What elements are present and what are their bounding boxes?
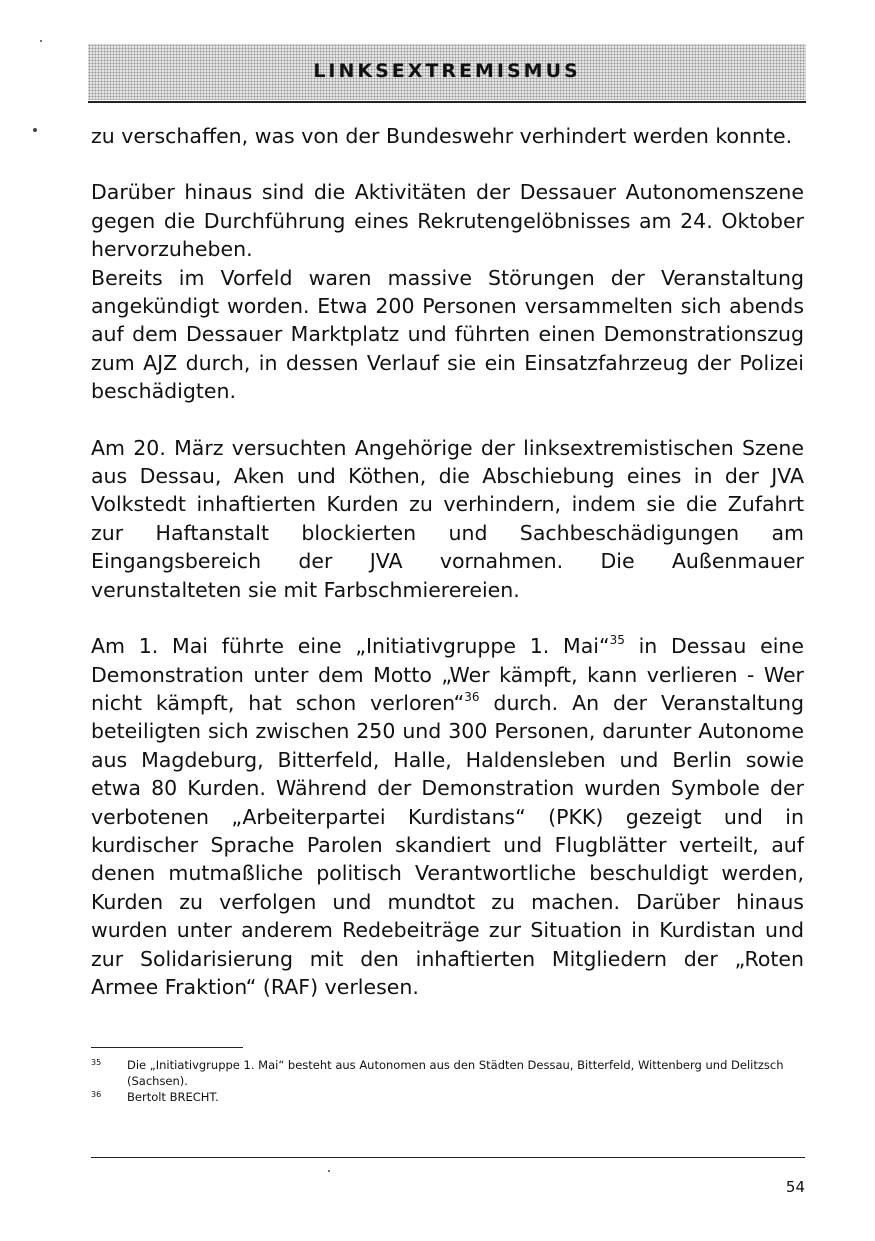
- footnote-number: 36: [91, 1090, 102, 1099]
- paragraph-1: zu verschaffen, was von der Bundeswehr verhindert werden konnte.: [91, 124, 793, 148]
- page-number: 54: [785, 1178, 805, 1196]
- paragraph-4: Am 20. März versuchten Angehörige der linksextremistischen Szene aus Dessau, Aken und Köthen, die Abschiebung eines in der JVA Volkstedt inhaftierten Kurden zu verhindern, indem sie die Zufahrt zur Haftanstalt blockierten und Sachbeschädigungen am Eingangsbereich der JVA vornahmen. Die Außenmauer verunstalteten sie mit Farbschmierereien.: [91, 435, 804, 602]
- header-band: [88, 44, 806, 100]
- header-rule: [88, 101, 806, 103]
- footnote-text: Bertolt BRECHT.: [127, 1090, 219, 1104]
- section-title: LINKSEXTREMISMUS: [313, 60, 581, 82]
- footnote-text: Die „Initiativgruppe 1. Mai“ besteht aus Autonomen aus den Städten Dessau, Bitterfeld, Wittenberg und Delitzsch (Sachsen).: [127, 1058, 784, 1088]
- body-text: [91, 122, 804, 1001]
- paragraph-5: [91, 632, 804, 1001]
- paragraph-5-part-1: Am 1. Mai führte eine „Initiativgruppe 1. Mai“: [91, 634, 610, 659]
- paragraph-5-part-3: durch. An der Veranstaltung beteiligten sich zwischen 250 und 300 Personen, darunter Autonome aus Magdeburg, Bitterfeld, Halle, Haldensleben und Berlin sowie etwa 80 Kurden. Während der Demonstration wurden Symbole der verbotenen „Arbeiterpartei Kurdistans“ (PKK) gezeigt und in kurdischer Sprache Parolen skandiert und Flugblätter verteilt, auf denen mutmaßliche politisch Verantwortliche beschuldigt werden, Kurden zu verfolgen und mundtot zu machen. Darüber hinaus wurden unter anderem Redebeiträge zur Situation in Kurdistan und zur Solidarisierung mit den inhaftierten Mitgliedern der „Roten Armee Fraktion“ (RAF) verlesen.: [91, 690, 804, 999]
- paragraph-3: Bereits im Vorfeld waren massive Störungen der Veranstaltung angekündigt worden. Etwa 200 Personen versammelten sich abends auf dem Dessauer Marktplatz und führten einen Demonstrationszug zum AJZ durch, in dessen Verlauf sie ein Einsatzfahrzeug der Polizei beschädigten.: [91, 265, 804, 404]
- footnote-36: [91, 1089, 805, 1105]
- paragraph-5-part-2: in Dessau eine Demonstration unter dem Motto „Wer kämpft, kann verlieren - Wer nicht kämpft, hat schon verloren“: [91, 634, 804, 715]
- footnote-ref-35[interactable]: 35: [609, 633, 625, 648]
- footnotes: [91, 1057, 805, 1105]
- paragraph-2: Darüber hinaus sind die Aktivitäten der Dessauer Autonomenszene gegen die Durchführung eines Rekrutengelöbnisses am 24. Oktober hervorzuheben.: [91, 180, 804, 262]
- scan-speck: [40, 40, 42, 42]
- scan-speck: [328, 1170, 330, 1172]
- footnote-35: [91, 1057, 805, 1089]
- footer-rule: [91, 1157, 805, 1158]
- scan-speck: [33, 128, 37, 132]
- footnote-ref-36[interactable]: 36: [464, 689, 480, 704]
- footnote-rule: [91, 1047, 243, 1048]
- footnote-number: 35: [91, 1058, 102, 1067]
